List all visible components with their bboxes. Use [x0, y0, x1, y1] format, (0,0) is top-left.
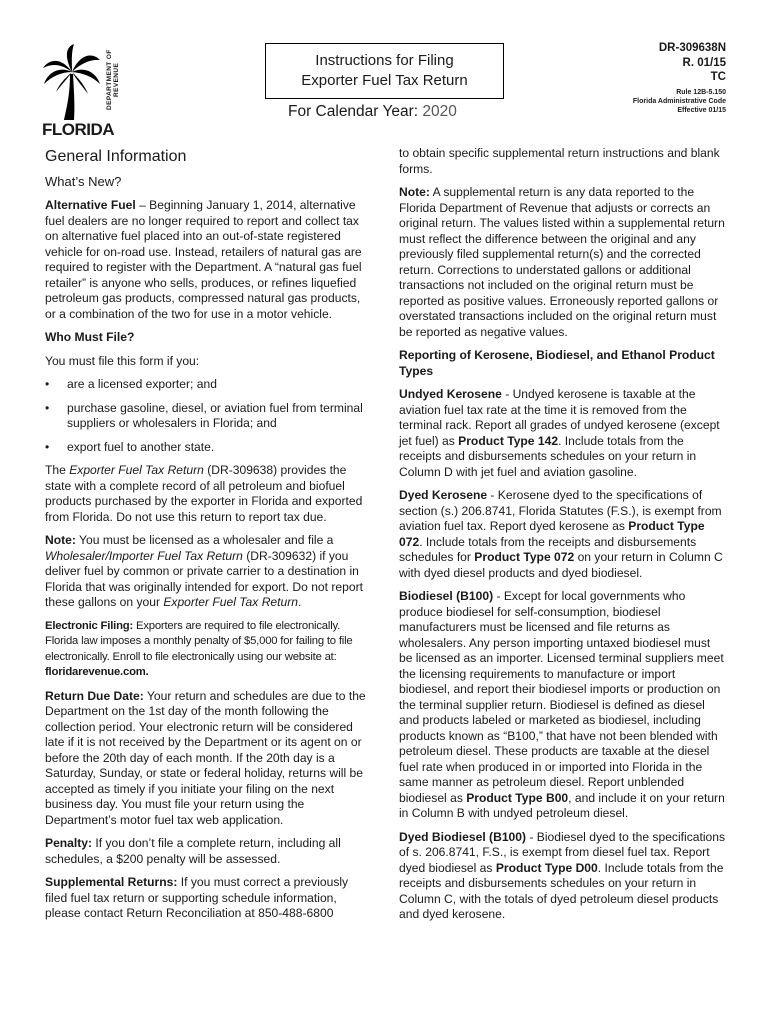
state-name: FLORIDA — [42, 120, 115, 139]
palm-tree-icon — [42, 44, 102, 120]
form-tc: TC — [710, 71, 726, 83]
left-column — [45, 146, 373, 930]
form-title-box — [265, 43, 504, 99]
form-purpose-paragraph: The Exporter Fuel Tax Return (DR-309638) provides the state with a complete record of all petroleum and biofuel products purchased by the exporter in Florida and exported from Florida. Do not use this return to report tax due. — [45, 463, 363, 524]
rule-number: Rule 12B-5.150 — [676, 88, 726, 96]
right-column — [399, 146, 727, 931]
supplemental-paragraph: Supplemental Returns: If you must correct a previously filed fuel tax return or supporting schedule information, please contact Return Reconciliation at 850-488-6800 — [45, 875, 349, 920]
supplemental-continued: to obtain specific supplemental return instructions and blank forms. — [399, 146, 720, 176]
alt-fuel-paragraph: Alternative Fuel – Beginning January 1, 2014, alternative fuel dealers are no longer required to report and collect tax on alternative fuel placed into an out-of-state registered vehicle for on-road use. Instead, retailers of natural gas are required to register with the Department. A “natural gas fuel retailer” is anyone who sells, produces, or refines liquefied petroleum gas products, compressed natural gas products, or a combination of the two for use in a motor vehicle. — [45, 198, 362, 321]
dyed-kerosene-paragraph: Dyed Kerosene - Kerosene dyed to the specifications of section (s.) 206.8741, Florida Statutes (F.S.), is exempt from aviation fuel tax. Report dyed kerosene as Product Type 072. Include totals from the receipts and disbursements schedules for Product Type 072 on your return in Column C with dyed diesel products and dyed biodiesel. — [399, 488, 723, 580]
website-link[interactable]: floridarevenue.com. — [45, 666, 149, 678]
admin-code: Florida Administrative Code — [632, 97, 726, 105]
electronic-filing-paragraph: Electronic Filing: Exporters are required to file electronically. Florida law imposes a monthly penalty of $5,000 for failing to file electronically. Enroll to file electronically using our website at: floridarevenue.com. — [45, 619, 353, 678]
florida-dor-logo — [42, 44, 120, 140]
title-line-2: Exporter Fuel Tax Return — [301, 72, 468, 89]
general-info-heading: General Information — [45, 148, 187, 165]
calendar-label: For Calendar Year: — [288, 103, 419, 120]
note-supplemental-paragraph: Note: A supplemental return is any data reported to the Florida Department of Revenue that adjusts or corrects an original return. The values listed within a supplemental return must reflect the difference between the original and any previously filed supplemental return(s) and the corrected return. Corrections to understated gallons or additional transactions not included on the original return must be reported as positive values. Erroneously reported gallons or overstated transactions included on the original return must be reported as negative values. — [399, 185, 725, 339]
department-label: DEPARTMENT OF REVENUE — [106, 49, 120, 111]
dyed-biodiesel-paragraph: Dyed Biodiesel (B100) - Biodiesel dyed to the specifications of s. 206.8741, F.S., is exempt from diesel fuel tax. Report dyed biodiesel as Product Type D00. Include totals from the receipts and disbursements schedules on your return in Column C, with the totals of dyed petroleum diesel products and dyed kerosene. — [399, 829, 726, 921]
form-number: DR-309638N — [658, 42, 726, 54]
form-identifier — [633, 41, 726, 115]
list-item: • are a licensed exporter; and — [45, 377, 217, 391]
undyed-kerosene-paragraph: Undyed Kerosene - Undyed kerosene is taxable at the aviation fuel tax rate at the time it is removed from the terminal rack. Report all grades of undyed kerosene (except jet fuel) as Product Type 142. Include totals from the receipts and disbursements schedules on your return in Column D with jet fuel and aviation gasoline. — [399, 387, 720, 479]
whats-new-heading: What’s New? — [45, 174, 122, 189]
biodiesel-paragraph: Biodiesel (B100) - Except for local governments who produce biodiesel for self-consumption, biodiesel manufacturers must be licensed and file returns as wholesalers. Any person importing untaxed biodiesel must be licensed as an importer. Licensed terminal suppliers meet the licensing requirements to manufacture or import biodiesel, and report their biodiesel imports or production on the terminal supplier return. Biodiesel is defined as diesel and products labeled or marketed as biodiesel, including products known as “B100,” that have not been blended with petroleum diesel. These products are taxable at the diesel fuel rate when produced in or imported into Florida in the same manner as petroleum diesel. Report unblended biodiesel as Product Type B00, and include it on your return in Column B with undyed petroleum diesel. — [399, 589, 725, 820]
list-item: • export fuel to another state. — [45, 439, 215, 454]
form-revision: R. 01/15 — [682, 56, 726, 69]
penalty-paragraph: Penalty: If you don’t file a complete return, including all schedules, a $200 penalty will be assessed. — [45, 836, 341, 866]
must-file-list — [45, 377, 373, 455]
must-file-intro: You must file this form if you: — [45, 353, 200, 368]
note-paragraph: Note: You must be licensed as a wholesaler and file a Wholesaler/Importer Fuel Tax Return (DR-309632) if you deliver fuel by common or private carrier to a destination in Florida that was originally intended for export. Do not report these gallons on your Exporter Fuel Tax Return. — [45, 533, 363, 609]
due-date-paragraph: Return Due Date: Your return and schedules are due to the Department on the 1st day of the month following the collection period. Your electronic return will be considered late if it is not received by the Department or its agent on or before the 20th day of each month. If the 20th day is a Saturday, Sunday, or state or federal holiday, returns will be accepted as timely if you initiate your filing on the next business day. You must file your return using the Department’s motor fuel tax web application. — [45, 688, 366, 827]
calendar-year — [288, 103, 457, 121]
reporting-heading: Reporting of Kerosene, Biodiesel, and Ethanol Product Types — [399, 348, 715, 378]
list-item: • purchase gasoline, diesel, or aviation fuel from terminal suppliers or wholesalers in Florida; and — [45, 400, 363, 430]
rule-info — [633, 88, 726, 115]
effective-date: Effective 01/15 — [677, 106, 726, 114]
title-line-1: Instructions for Filing — [315, 52, 454, 69]
calendar-year-value: 2020 — [422, 103, 457, 120]
who-must-file-heading: Who Must File? — [45, 330, 135, 344]
